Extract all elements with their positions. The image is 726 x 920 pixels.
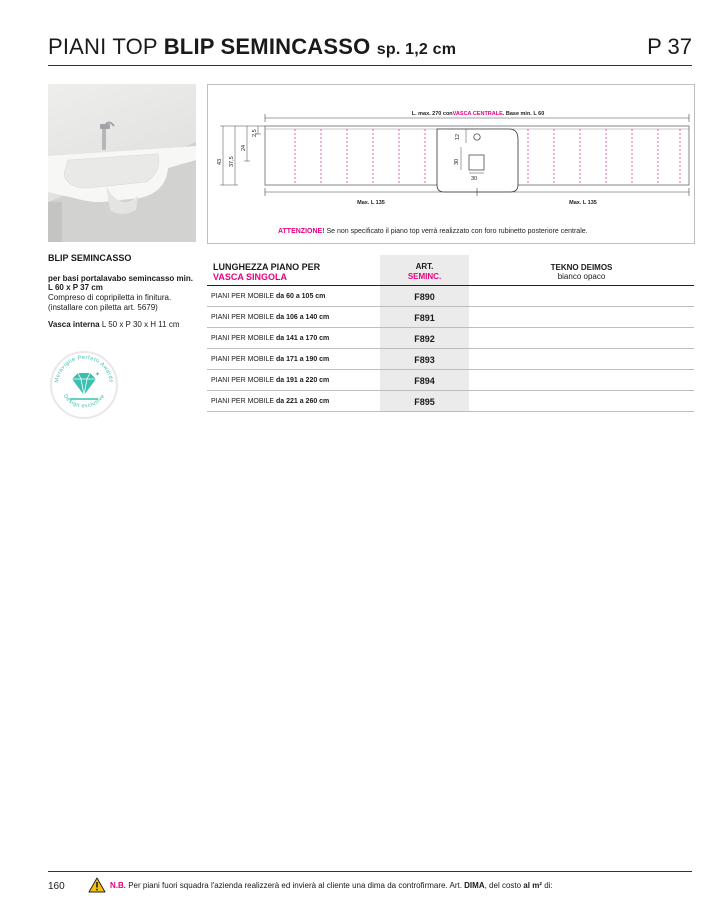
row-range: PIANI PER MOBILE da 60 a 105 cm [211, 293, 326, 300]
table-row [207, 328, 694, 349]
row-range: PIANI PER MOBILE da 106 a 140 cm [211, 314, 330, 321]
top-label-2: . Base min. L 60 [502, 111, 545, 117]
row-range: PIANI PER MOBILE da 191 a 220 cm [211, 377, 330, 384]
table-row [207, 286, 694, 307]
page-title [48, 34, 456, 60]
dim-37-5: 37,5 [229, 156, 235, 167]
vasca-dims: L 50 x P 30 x H 11 cm [99, 320, 180, 329]
award-badge-icon [48, 349, 120, 421]
col-length-header: LUNGHEZZA PIANO PER [213, 262, 321, 272]
svg-text:✦: ✦ [95, 372, 101, 378]
technical-drawing [207, 84, 695, 244]
product-note: Compreso di copripiletta in finitura. (installare con piletta art. 5679) [48, 293, 172, 312]
title-bold: BLIP SEMINCASSO [163, 34, 371, 59]
badge-top-text: Meraviglie Perfetti Awards [54, 354, 114, 384]
product-subtitle: per basi portalavabo semincasso min. L 60 x P 37 cm [48, 274, 193, 292]
warning-text: Se non specificato il piano top verrà realizzato con foro rubinetto posteriore centrale. [324, 228, 588, 235]
row-code: F894 [414, 376, 435, 386]
table-row [207, 349, 694, 370]
row-code: F891 [414, 313, 435, 323]
max-left-label: Max. L 135 [357, 200, 385, 206]
col-finish-header-sub: bianco opaco [557, 272, 606, 281]
page-label: P 37 [647, 34, 692, 59]
title-thickness: sp. 1,2 cm [376, 41, 457, 58]
svg-text:ATTENZIONE! Se non specificato [278, 228, 588, 235]
warning-icon [88, 877, 106, 893]
row-code: F893 [414, 355, 435, 365]
col-art-header: ART. [415, 262, 434, 271]
header-divider [48, 65, 692, 66]
badge-bottom-text: Design exclusive [61, 393, 107, 410]
row-range: PIANI PER MOBILE da 171 a 190 cm [211, 356, 330, 363]
vasca-dimensions [48, 320, 179, 329]
product-name: BLIP SEMINCASSO [48, 253, 132, 263]
max-right-label: Max. L 135 [569, 200, 597, 206]
row-code: F890 [414, 292, 435, 302]
svg-text:L. max. 270 conVASCA CENTRALE. [412, 111, 545, 117]
row-code: F895 [414, 397, 435, 407]
footer-nb: N.B. [110, 881, 126, 890]
top-label-highlight: VASCA CENTRALE [452, 111, 503, 117]
footer-divider [48, 871, 692, 872]
dim-43: 43 [217, 158, 223, 165]
dim-2-5: 2,5 [252, 129, 258, 137]
dim-30-h: 30 [471, 176, 478, 182]
footer-al-mq: al m² [523, 881, 545, 890]
table-row [207, 307, 694, 328]
table-row [207, 370, 694, 391]
row-range: PIANI PER MOBILE da 141 a 170 cm [211, 335, 330, 342]
row-range: PIANI PER MOBILE da 221 a 260 cm [211, 398, 330, 405]
title-light: PIANI TOP [48, 34, 158, 59]
product-photo [48, 84, 196, 242]
footer-dima: DIMA [464, 881, 485, 890]
dim-30-v: 30 [454, 158, 460, 165]
col-finish-header: TEKNO DEIMOS [550, 263, 613, 272]
dim-12: 12 [455, 133, 461, 140]
dim-24: 24 [241, 144, 247, 151]
col-art-header-sub: SEMINC. [407, 272, 442, 281]
warning-label: ATTENZIONE! [278, 228, 325, 235]
top-label-1: L. max. 270 con [411, 111, 453, 117]
footer-note: N.B. Per piani fuori squadra l'azienda realizzerà ed invierà al cliente una dima da controfirmare. Art. DIMA, del costo al m² di: [110, 881, 553, 890]
footer-page-number: 160 [48, 881, 65, 892]
table-row [207, 391, 694, 412]
vasca-label: Vasca interna [48, 320, 100, 329]
row-code: F892 [414, 334, 435, 344]
col-length-header-sub: VASCA SINGOLA [213, 272, 288, 282]
